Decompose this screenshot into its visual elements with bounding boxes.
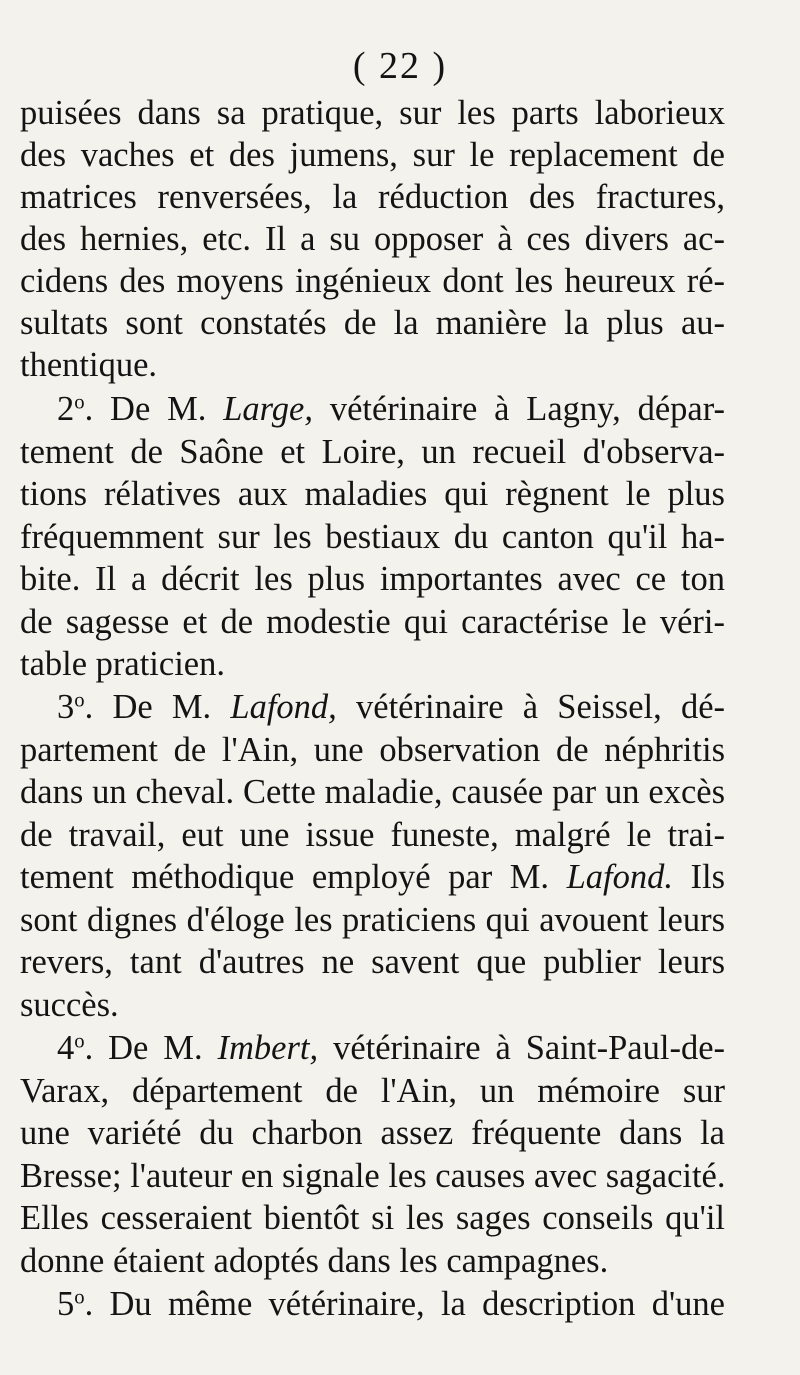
item-3-heading-line: 3$^o$. De M. Lafond, vétérinaire à Seissel, dé- <box>57 688 725 726</box>
text-line: des hernies, etc. Il a su opposer à ces divers ac- <box>20 220 725 258</box>
person-name: Lafond, <box>230 688 337 726</box>
text-line: dans un cheval. Cette maladie, causée par un excès <box>20 773 725 811</box>
text-line: table praticien. <box>20 645 225 683</box>
person-name: Lafond. <box>566 858 673 896</box>
item-5-heading-line: 5$^o$. Du même vétérinaire, la description d'une <box>57 1285 725 1323</box>
degree-mark: o <box>74 1030 85 1053</box>
text-line: matrices renversées, la réduction des fractures, <box>20 178 725 216</box>
text-line: cidens des moyens ingénieux dont les heureux ré- <box>20 262 725 300</box>
text-line: de travail, eut une issue funeste, malgré le trai- <box>20 816 725 854</box>
text-line: Varax, département de l'Ain, un mémoire sur <box>20 1072 725 1110</box>
text-line: thentique. <box>20 346 158 384</box>
item-number: 5 <box>57 1285 75 1323</box>
text-line: fréquemment sur les bestiaux du canton qu'il ha- <box>20 518 725 556</box>
text-line: donne étaient adoptés dans les campagnes. <box>20 1242 609 1280</box>
person-name: Large, <box>223 390 313 428</box>
degree-mark: o <box>74 689 85 712</box>
text-line: bite. Il a décrit les plus importantes avec ce ton <box>20 560 725 598</box>
text-line: partement de l'Ain, une observation de néphritis <box>20 731 725 769</box>
item-number: 3 <box>57 688 75 726</box>
text-line: une variété du charbon assez fréquente dans la <box>20 1114 725 1152</box>
text-line: des vaches et des jumens, sur le replacement de <box>20 136 725 174</box>
item-number: 4 <box>57 1029 75 1067</box>
item-2-heading-line: 2$^o$. De M. Large, vétérinaire à Lagny, dépar- <box>57 390 726 428</box>
text-line: succès. <box>20 986 119 1024</box>
item-4-heading-line: 4$^o$. De M. Imbert, vétérinaire à Saint-Paul-de- <box>57 1029 725 1067</box>
text-line: Elles cesseraient bientôt si les sages conseils qu'il <box>20 1199 725 1237</box>
text-line: revers, tant d'autres ne savent que publier leurs <box>20 943 725 981</box>
degree-mark: o <box>74 1286 85 1309</box>
text-line: Bresse; l'auteur en signale les causes avec sagacité. <box>20 1157 726 1195</box>
page-number: ( 22 ) <box>352 45 448 87</box>
person-name: Imbert, <box>217 1029 319 1067</box>
item-number: 2 <box>57 390 75 428</box>
degree-mark: o <box>74 391 85 414</box>
text-line: tions rélatives aux maladies qui règnent le plus <box>20 475 725 513</box>
text-line: tement méthodique employé par M. Lafond. Ils <box>20 858 725 896</box>
text-line: puisées dans sa pratique, sur les parts laborieux <box>20 94 725 132</box>
text-line: tement de Saône et Loire, un recueil d'observa- <box>20 433 725 471</box>
text-line: sultats sont constatés de la manière la plus au- <box>20 304 725 342</box>
text-line: sont dignes d'éloge les praticiens qui avouent leurs <box>20 901 725 939</box>
text-line: de sagesse et de modestie qui caractérise le véri- <box>20 603 725 641</box>
